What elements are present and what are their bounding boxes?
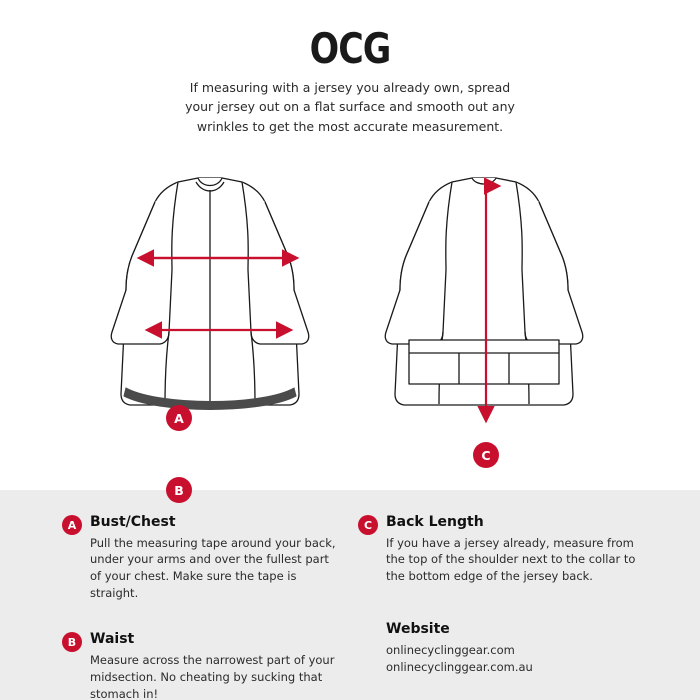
- legend-column-right: [358, 514, 648, 694]
- legend-body-back-length: If you have a jersey already, measure from the top of the shoulder next to the collar to the bottom edge of the jersey back.: [386, 535, 636, 584]
- legend-column-left: [62, 514, 342, 700]
- website-link-com[interactable]: onlinecyclinggear.com: [386, 642, 515, 657]
- jersey-diagram: [0, 160, 700, 498]
- legend-panel: [0, 490, 700, 700]
- legend-title-waist: Waist: [90, 631, 135, 648]
- front-jersey-graphic: [111, 178, 309, 405]
- legend-entry-back-length: [358, 514, 648, 585]
- marker-c: C: [473, 442, 499, 468]
- legend-title-website: Website: [386, 620, 450, 637]
- legend-body-waist: Measure across the narrowest part of your midsection. No cheating by sucking that stomach in!: [90, 653, 335, 700]
- legend-title-back-length: Back Length: [386, 514, 484, 530]
- legend-title-bust-chest: Bust/Chest: [90, 514, 176, 530]
- legend-badge-a: A: [62, 515, 82, 535]
- back-jersey-graphic: [385, 178, 583, 405]
- legend-badge-b: B: [62, 632, 82, 652]
- website-link-com-au[interactable]: onlinecyclinggear.com.au: [386, 659, 533, 674]
- legend-body-bust-chest: Pull the measuring tape around your back, under your arms and over the fullest part of your chest. Make sure the tape is straight.: [90, 535, 336, 600]
- legend-entry-website: [358, 621, 648, 676]
- marker-b: B: [166, 477, 192, 503]
- brand-logo: OCG: [309, 24, 391, 73]
- marker-a: A: [166, 405, 192, 431]
- jersey-illustrations: [0, 160, 700, 490]
- intro-text: If measuring with a jersey you already own, spread your jersey out on a flat surface and smooth out any wrinkles to get the most accurate measurement.: [185, 80, 515, 134]
- legend-entry-bust-chest: [62, 514, 342, 601]
- legend-badge-c: C: [358, 515, 378, 535]
- legend-entry-waist: [62, 631, 342, 700]
